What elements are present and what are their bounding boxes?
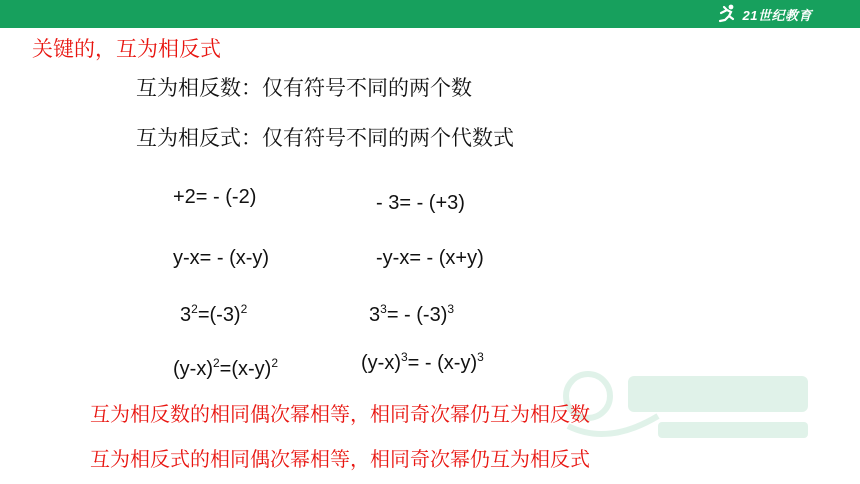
- rhs: = - (-3): [386, 304, 448, 326]
- equation-expr-cubed: [361, 352, 484, 375]
- equation-expr-squared: [173, 358, 278, 381]
- conclusion-numbers: 互为相反数的相同偶次幂相等，相同奇次幂仍互为相反数: [90, 402, 590, 426]
- equation-three-squared: [180, 304, 247, 327]
- base: 3: [180, 304, 192, 326]
- equation-three-cubed: [369, 304, 454, 327]
- definition-opposite-expressions: 互为相反式：仅有符号不同的两个代数式: [136, 126, 514, 150]
- exponent: 2: [191, 302, 198, 316]
- equation-plus-two: +2= - (-2): [173, 186, 257, 208]
- exponent: 2: [212, 356, 220, 370]
- base: 3: [369, 304, 381, 326]
- top-banner: [0, 0, 860, 28]
- base: (y-x): [361, 352, 401, 374]
- rhs: = - (x-y): [407, 352, 478, 374]
- logo-text: 21世纪教育: [742, 7, 812, 23]
- slide-title: 关键的，互为相反式: [32, 37, 221, 61]
- rhs: =(-3): [197, 304, 241, 326]
- equation-neg-y-minus-x: -y-x= - (x+y): [376, 247, 484, 269]
- brand-logo: [717, 2, 812, 26]
- rhs: =(x-y): [219, 358, 272, 380]
- exponent: 2: [240, 302, 248, 316]
- exponent: 3: [447, 302, 455, 316]
- equation-y-minus-x: y-x= - (x-y): [173, 247, 270, 269]
- conclusion-expressions: 互为相反式的相同偶次幂相等，相同奇次幂仍互为相反式: [90, 447, 590, 471]
- exponent: 3: [380, 302, 387, 316]
- runner-icon: [717, 4, 739, 24]
- exponent: 3: [400, 350, 408, 364]
- exponent: 3: [477, 350, 484, 364]
- base: (y-x): [173, 358, 213, 380]
- exponent: 2: [271, 356, 279, 370]
- equation-minus-three: - 3= - (+3): [376, 192, 465, 214]
- definition-opposite-numbers: 互为相反数：仅有符号不同的两个数: [136, 76, 472, 100]
